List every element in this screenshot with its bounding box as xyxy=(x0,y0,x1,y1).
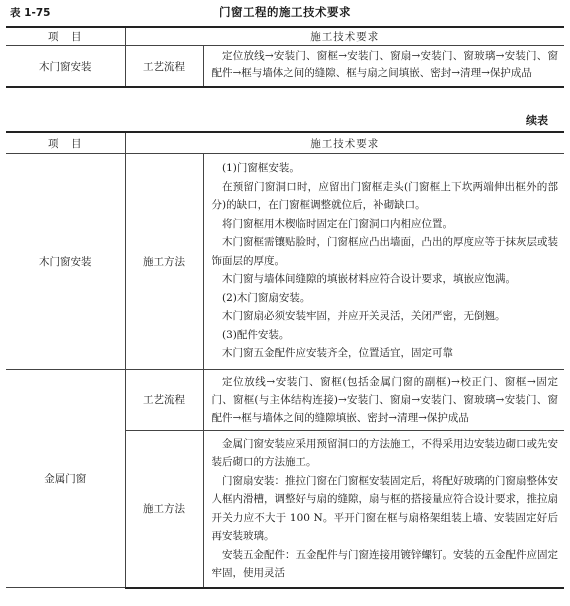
header-requirements: 施工技术要求 xyxy=(125,27,564,46)
table-row xyxy=(6,369,564,430)
paragraph: (3)配件安装。 xyxy=(222,328,290,341)
item-cell: 木门窗安装 xyxy=(6,46,125,88)
header-row xyxy=(6,132,564,154)
requirement-text: 定位放线→安装门、窗框→安装门、窗扇→安装门、窗玻璃→安装门、窗配件→框与墙体之间的缝隙、框与扇之间填嵌、密封→清理→保护成品 xyxy=(211,50,558,79)
sub-item-cell: 工艺流程 xyxy=(125,369,203,430)
paragraph: 木门窗五金配件应安装齐全，位置适宜，固定可靠 xyxy=(222,347,453,359)
item-cell: 金属门窗 xyxy=(6,369,125,588)
paragraph: (2)木门窗扇安装。 xyxy=(222,291,311,304)
table-row xyxy=(6,154,564,370)
table-title: 门窗工程的施工技术要求 xyxy=(219,5,351,19)
paragraph: 将门窗框用木楔临时固定在门窗洞口内相应位置。 xyxy=(222,217,453,230)
wood-method-paragraphs xyxy=(204,154,565,369)
paragraph: 在预留门窗洞口时，应留出门窗框走头(门窗框上下坎两端伸出框外的部分)的缺口，在门窗框调整就位后，补砌缺口。 xyxy=(211,180,558,211)
table-number: 表 1-75 xyxy=(10,7,51,19)
table-part-2 xyxy=(6,131,564,589)
item-cell: 木门窗安装 xyxy=(6,154,125,370)
paragraph: (1)门窗框安装。 xyxy=(222,162,300,174)
sub-item-cell: 工艺流程 xyxy=(125,46,203,88)
paragraph: 门窗扇安装：推拉门窗在门窗框安装固定后，将配好玻璃的门窗扇整体安人框内滑槽，调整好与扇的缝隙，扇与框的搭接量应符合设计要求，推拉扇开关力应不大于 100 N。平开门窗在框与扇格架组装上墙、安装固定好后再安装玻璃。 xyxy=(211,474,558,542)
paragraph: 木门窗与墙体间缝隙的填嵌材料应符合设计要求，填嵌应饱满。 xyxy=(222,273,516,285)
requirement-cell xyxy=(203,369,564,430)
header-item: 项 目 xyxy=(6,27,125,46)
requirement-cell xyxy=(203,154,564,370)
requirement-text: 定位放线→安装门、窗框(包括金属门窗的副框)→校正门、窗框→固定门、窗框(与主体结构连接)→安装门、窗扇→安装门、窗玻璃→安装门、窗配件→框与墙体之间的缝隙填嵌、密封→清理→保护成品 xyxy=(211,375,558,424)
header-row xyxy=(6,27,564,46)
table-part-1 xyxy=(6,26,564,88)
continued-label: 续表 xyxy=(526,114,548,127)
table-row xyxy=(6,46,564,88)
header-item: 项 目 xyxy=(6,132,125,154)
requirement-cell xyxy=(203,430,564,588)
paragraph: 木门窗框需镶贴脸时，门窗框应凸出墙面，凸出的厚度应等于抹灰层或装饰面层的厚度。 xyxy=(211,236,558,267)
sub-item-cell: 施工方法 xyxy=(125,430,203,588)
requirement-cell xyxy=(203,46,564,88)
metal-method-paragraphs xyxy=(204,431,565,587)
paragraph: 安装五金配件：五金配件与门窗连接用镀锌螺钉。安装的五金配件应固定牢固，使用灵活 xyxy=(211,548,558,579)
paragraph: 木门窗扇必须安装牢固，并应开关灵活，关闭严密，无倒翘。 xyxy=(222,310,506,322)
header-requirements: 施工技术要求 xyxy=(125,132,564,154)
sub-item-cell: 施工方法 xyxy=(125,154,203,370)
table-caption xyxy=(6,4,564,20)
paragraph: 金属门窗安装应采用预留洞口的方法施工，不得采用边安装边砌口或先安装后砌口的方法施工。 xyxy=(211,437,558,468)
